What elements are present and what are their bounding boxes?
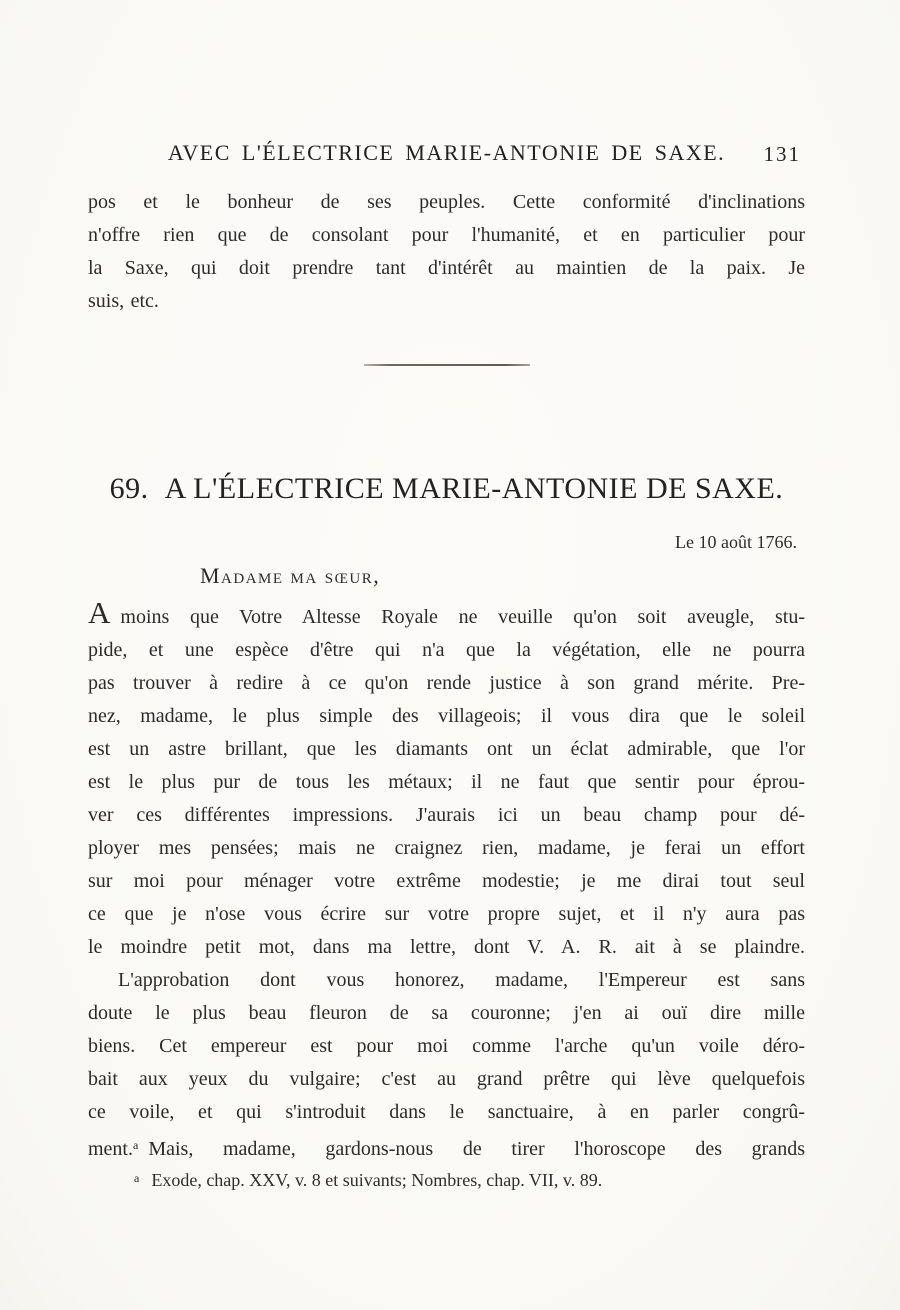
text-line: ce voile, et qui s'introduit dans le sanctuaire, à en parler congrû- (88, 1101, 805, 1123)
last-line-pre: ment. (88, 1138, 133, 1160)
text-line: pide, et une espèce d'être qui n'a que la végétation, elle ne pourra (88, 639, 805, 661)
text-line: le moindre petit mot, dans ma lettre, dont V. A. R. ait à se plaindre. (88, 936, 805, 958)
page-number: 131 (763, 142, 801, 166)
letter-paragraph-1 (88, 597, 805, 964)
footnote-reference: a (133, 1138, 139, 1152)
section-divider (364, 364, 530, 366)
text-line: nez, madame, le plus simple des villageois; il vous dira que le soleil (88, 705, 805, 727)
letter-paragraph-2 (88, 964, 805, 1166)
letter-number: 69. (109, 472, 149, 505)
text-line: pos et le bonheur de ses peuples. Cette conformité d'inclinations (88, 191, 805, 213)
text-line: n'offre rien que de consolant pour l'humanité, et en particulier pour (88, 224, 805, 246)
text-line: L'approbation dont vous honorez, madame, l'Empereur est sans (118, 969, 805, 991)
salutation: Madame ma sœur, (200, 563, 381, 588)
text-line: ce que je n'ose vous écrire sur votre propre sujet, et il n'y aura pas (88, 903, 805, 925)
first-line-rest: moins que Votre Altesse Royale ne veuille qu'on soit aveugle, stu- (120, 606, 805, 628)
text-column (88, 140, 805, 1191)
drop-initial: A (88, 595, 111, 630)
text-line: suis, etc. (88, 290, 159, 312)
footnote-marker: a (134, 1171, 140, 1185)
running-header-title: AVEC L'ÉLECTRICE MARIE-ANTONIE DE SAXE. (167, 140, 726, 165)
text-line: bait aux yeux du vulgaire; c'est au grand prêtre qui lève quelquefois (88, 1068, 805, 1090)
footnote-text: Exode, chap. XXV, v. 8 et suivants; Nombres, chap. VII, v. 89. (151, 1170, 603, 1190)
letter-title: A L'ÉLECTRICE MARIE-ANTONIE DE SAXE. (164, 472, 784, 505)
text-line: pas trouver à redire à ce qu'on rende justice à son grand mérite. Pre- (88, 672, 805, 694)
letter-heading (88, 472, 805, 506)
running-header (88, 140, 805, 166)
text-line: sur moi pour ménager votre extrême modestie; je me dirai tout seul (88, 870, 805, 892)
text-line: ver ces différentes impressions. J'aurais ici un beau champ pour dé- (88, 804, 805, 826)
text-line (88, 1129, 805, 1166)
continuation-paragraph (88, 186, 805, 318)
text-line: est un astre brillant, que les diamants ont un éclat admirable, que l'or (88, 738, 805, 760)
dateline: Le 10 août 1766. (675, 532, 797, 552)
text-line: est le plus pur de tous les métaux; il ne faut que sentir pour éprou- (88, 771, 805, 793)
text-line: la Saxe, qui doit prendre tant d'intérêt au maintien de la paix. Je (88, 257, 805, 279)
footnote (88, 1170, 805, 1191)
text-line (88, 597, 805, 634)
last-line-post: Mais, madame, gardons-nous de tirer l'horoscope des grands (148, 1138, 805, 1160)
text-line: doute le plus beau fleuron de sa couronne; j'en ai ouï dire mille (88, 1002, 805, 1024)
text-line: ployer mes pensées; mais ne craignez rien, madame, je ferai un effort (88, 837, 805, 859)
text-line: biens. Cet empereur est pour moi comme l'arche qu'un voile déro- (88, 1035, 805, 1057)
